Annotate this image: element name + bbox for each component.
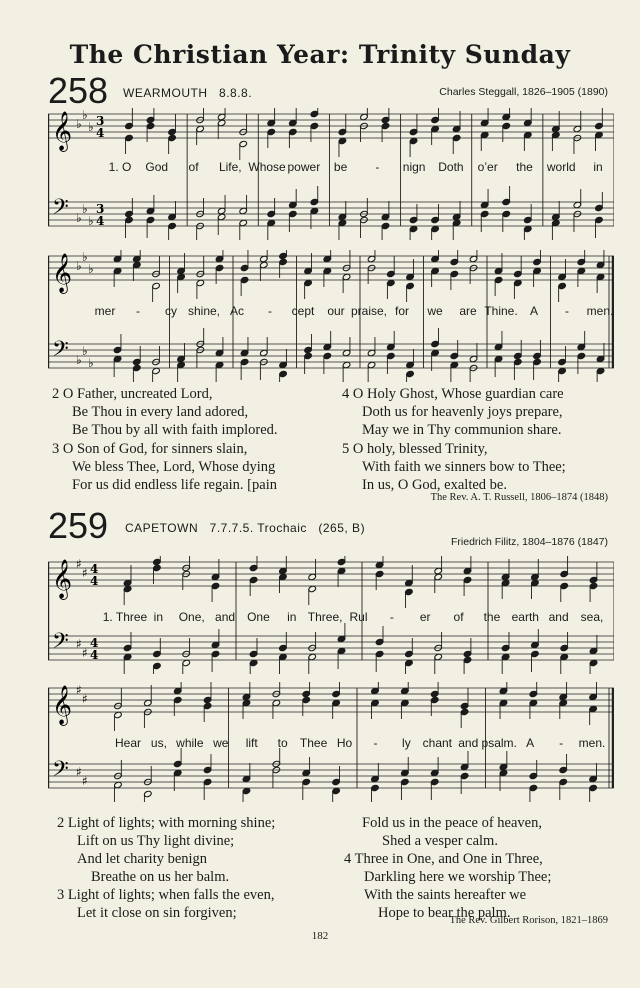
author-259: The Rev. Gilbert Rorison, 1821–1869 bbox=[449, 915, 608, 926]
lyric-syllable: our bbox=[327, 304, 345, 318]
verse-258-3 bbox=[52, 440, 277, 494]
key-signature-icon: ♯ bbox=[76, 765, 82, 779]
lyric-syllable: psalm. bbox=[481, 736, 517, 750]
verse-258-2 bbox=[52, 385, 278, 439]
lyric-syllable: the bbox=[516, 160, 533, 174]
lyric-syllable: - bbox=[136, 304, 140, 318]
key-signature-icon: ♭ bbox=[88, 356, 94, 370]
verse-258-5 bbox=[342, 440, 566, 494]
lyric-syllable: Whose bbox=[248, 160, 286, 174]
lyric-syllable: er bbox=[419, 610, 431, 624]
time-signature-icon: 4 bbox=[90, 562, 99, 576]
lyric-syllable: of bbox=[188, 160, 199, 174]
verse-line: Doth us for heavenly joys prepare, bbox=[362, 404, 563, 420]
key-signature-icon: ♯ bbox=[82, 646, 88, 660]
key-signature-icon: ♭ bbox=[76, 117, 82, 131]
verse-259-3 bbox=[57, 886, 274, 922]
verse-line: For us did endless life regain. [pain bbox=[72, 477, 277, 493]
lyric-syllable: - bbox=[373, 736, 378, 750]
treble-clef-icon: 𝄞 bbox=[52, 253, 73, 293]
lyric-syllable: while bbox=[176, 736, 204, 750]
lyric-syllable: and bbox=[548, 610, 569, 624]
lyric-syllable: God bbox=[145, 160, 169, 174]
lyric-syllable: we bbox=[427, 304, 443, 318]
verse-259-3-cont bbox=[362, 814, 542, 850]
time-signature-icon: 4 bbox=[96, 126, 105, 140]
key-signature-icon: ♭ bbox=[88, 262, 94, 276]
lyric-syllable: One, bbox=[178, 610, 205, 624]
lyric-syllable: A bbox=[529, 304, 539, 318]
lyric-syllable: men. bbox=[578, 736, 606, 750]
verse-line: Let it close on sin forgiven; bbox=[77, 905, 237, 921]
hymn-number-258: 258 bbox=[48, 70, 109, 111]
bass-clef-icon: 𝄢 bbox=[52, 337, 69, 367]
lyric-syllable: to bbox=[277, 736, 288, 750]
composer-258: Charles Steggall, 1826–1905 (1890) bbox=[439, 86, 608, 98]
page-number: 182 bbox=[311, 930, 329, 942]
verse-line: 3 O Son of God, for sinners slain, bbox=[52, 441, 248, 457]
treble-clef-icon: 𝄞 bbox=[52, 685, 73, 725]
lyric-syllable: men. bbox=[586, 304, 614, 318]
key-signature-icon: ♭ bbox=[76, 259, 82, 273]
lyric-syllable: and bbox=[215, 610, 236, 624]
lyric-syllable: shine, bbox=[187, 304, 221, 318]
verse-line: With the saints hereafter we bbox=[364, 887, 527, 903]
lyric-syllable: 1. O bbox=[108, 160, 132, 174]
lyric-syllable: power bbox=[287, 160, 321, 174]
lyric-syllable: A bbox=[526, 736, 535, 750]
lyric-syllable: o’er bbox=[477, 160, 498, 174]
tune-name-259 bbox=[125, 521, 365, 535]
verse-line: 2 O Father, uncreated Lord, bbox=[52, 386, 213, 402]
key-signature-icon: ♭ bbox=[82, 344, 88, 358]
verse-line: 4 Three in One, and One in Three, bbox=[344, 851, 543, 867]
lyric-syllable: Thine. bbox=[484, 304, 518, 318]
verse-line: Shed a vesper calm. bbox=[382, 833, 498, 849]
lyric-syllable: One bbox=[247, 610, 270, 624]
key-signature-icon: ♯ bbox=[76, 683, 82, 697]
lyric-syllable: Hear bbox=[114, 736, 142, 750]
hymn-number-259: 259 bbox=[48, 505, 109, 546]
verse-line: In us, O God, exalted be. bbox=[362, 477, 507, 493]
lyric-syllable: 1. Three bbox=[102, 610, 148, 624]
lyric-syllable: earth bbox=[511, 610, 539, 624]
tune-name: CAPETOWN bbox=[125, 521, 199, 535]
author-258: The Rev. A. T. Russell, 1806–1874 (1848) bbox=[430, 492, 608, 503]
lyric-syllable: - bbox=[268, 304, 272, 318]
verse-line: We bless Thee, Lord, Whose dying bbox=[72, 459, 276, 475]
key-signature-icon: ♯ bbox=[82, 774, 88, 788]
lyric-syllable: are bbox=[459, 304, 477, 318]
lyric-syllable: - bbox=[389, 610, 394, 624]
verse-line: Breathe on us her balm. bbox=[91, 869, 230, 885]
verse-line: 2 Light of lights; with morning shine; bbox=[57, 815, 276, 831]
lyric-syllable: Life, bbox=[218, 160, 242, 174]
treble-clef-icon: 𝄞 bbox=[52, 111, 73, 151]
lyric-syllable: nign bbox=[402, 160, 426, 174]
lyric-syllable: in bbox=[153, 610, 164, 624]
key-signature-icon: ♭ bbox=[76, 353, 82, 367]
verse-line: 3 Light of lights; when falls the even, bbox=[57, 887, 275, 903]
lyric-syllable: Thee bbox=[299, 736, 328, 750]
music-system-258-1 bbox=[48, 108, 614, 240]
verse-line: Darkling here we worship Thee; bbox=[364, 869, 552, 885]
lyric-syllable: and bbox=[458, 736, 479, 750]
bass-clef-icon: 𝄢 bbox=[52, 629, 69, 659]
composer-259: Friedrich Filitz, 1804–1876 (1847) bbox=[451, 536, 608, 548]
treble-clef-icon: 𝄞 bbox=[52, 559, 73, 599]
lyric-syllable: us, bbox=[150, 736, 167, 750]
lyric-syllable: - bbox=[375, 160, 380, 174]
music-staff-svg bbox=[48, 108, 614, 240]
verse-line: 4 O Holy Ghost, Whose guardian care bbox=[342, 386, 564, 402]
tune-reference: (265, B) bbox=[318, 521, 366, 535]
time-signature-icon: 4 bbox=[96, 214, 105, 228]
lyric-syllable: in bbox=[593, 160, 603, 174]
key-signature-icon: ♯ bbox=[76, 637, 82, 651]
verse-line: With faith we sinners bow to Thee; bbox=[362, 459, 566, 475]
lyric-syllable: cy bbox=[165, 304, 177, 318]
lyric-syllable: sea, bbox=[580, 610, 604, 624]
page-title: The Christian Year: Trinity Sunday bbox=[69, 40, 571, 69]
verse-line: Be Thou by all with faith implored. bbox=[72, 422, 278, 438]
verse-line: Hope to bear the palm. bbox=[378, 905, 511, 921]
key-signature-icon: ♭ bbox=[88, 120, 94, 134]
time-signature-icon: 4 bbox=[90, 636, 99, 650]
verse-259-4 bbox=[344, 850, 551, 922]
lyric-syllable: Rul bbox=[349, 610, 368, 624]
lyric-syllable: Three, bbox=[307, 610, 343, 624]
key-signature-icon: ♭ bbox=[82, 250, 88, 264]
lyric-syllable: we bbox=[213, 736, 229, 750]
lyric-syllable: praise, bbox=[350, 304, 388, 318]
lyric-syllable: ly bbox=[402, 736, 411, 750]
lyric-syllable: lift bbox=[245, 736, 258, 750]
key-signature-icon: ♭ bbox=[82, 108, 88, 122]
verse-258-4 bbox=[342, 385, 564, 439]
time-signature-icon: 4 bbox=[90, 574, 99, 588]
lyric-syllable: - bbox=[559, 736, 564, 750]
verse-line: 5 O holy, blessed Trinity, bbox=[342, 441, 488, 457]
lyric-syllable: of bbox=[453, 610, 464, 624]
key-signature-icon: ♭ bbox=[82, 202, 88, 216]
lyric-syllable: the bbox=[483, 610, 501, 624]
key-signature-icon: ♯ bbox=[82, 566, 88, 580]
verse-line: And let charity benign bbox=[77, 851, 208, 867]
lyric-syllable: in bbox=[287, 610, 297, 624]
tune-name: WEARMOUTH bbox=[123, 86, 208, 100]
key-signature-icon: ♭ bbox=[88, 214, 94, 228]
time-signature-icon: 3 bbox=[96, 202, 105, 216]
lyric-syllable: chant bbox=[422, 736, 453, 750]
lyric-syllable: Ho bbox=[336, 736, 353, 750]
lyric-syllable: cept bbox=[291, 304, 315, 318]
lyric-syllable: world bbox=[546, 160, 576, 174]
lyric-syllable: for bbox=[394, 304, 410, 318]
lyric-syllable: Doth bbox=[438, 160, 464, 174]
time-signature-icon: 4 bbox=[90, 648, 99, 662]
verse-line: May we in Thy communion share. bbox=[362, 422, 562, 438]
verse-259-2 bbox=[57, 814, 275, 886]
tune-meter: 7.7.7.5. Trochaic bbox=[209, 521, 307, 535]
lyric-syllable: Ac bbox=[229, 304, 245, 318]
tune-name-258 bbox=[123, 86, 252, 100]
tune-meter: 8.8.8. bbox=[219, 86, 253, 100]
time-signature-icon: 3 bbox=[96, 114, 105, 128]
lyric-syllable: - bbox=[565, 304, 569, 318]
key-signature-icon: ♯ bbox=[76, 557, 82, 571]
bass-clef-icon: 𝄢 bbox=[52, 195, 69, 225]
lyric-syllable: be bbox=[333, 160, 348, 174]
verse-line: Be Thou in every land adored, bbox=[72, 404, 249, 420]
verse-line: Lift on us Thy light divine; bbox=[77, 833, 235, 849]
bass-clef-icon: 𝄢 bbox=[52, 757, 69, 787]
verse-line: Fold us in the peace of heaven, bbox=[362, 815, 542, 831]
lyric-syllable: mer bbox=[94, 304, 116, 318]
key-signature-icon: ♭ bbox=[76, 211, 82, 225]
key-signature-icon: ♯ bbox=[82, 692, 88, 706]
